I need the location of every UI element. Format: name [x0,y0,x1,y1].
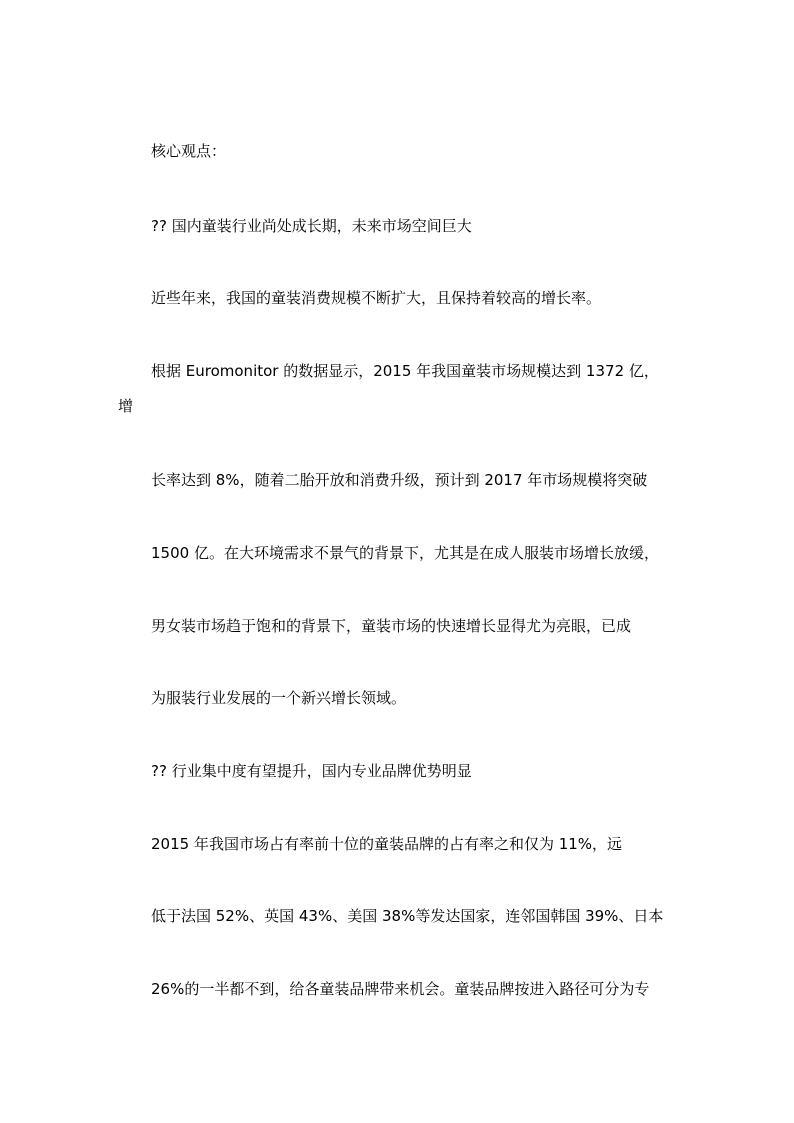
paragraph-line: 男女装市场趋于饱和的背景下，童装市场的快速增长显得尤为亮眼，已成 [151,617,632,635]
bullet-heading-concentration: ?? 行业集中度有望提升，国内专业品牌优势明显 [151,762,472,780]
paragraph-line: 低于法国 52%、英国 43%、美国 38%等发达国家，连邻国韩国 39%、日本 [151,907,664,925]
paragraph-line: 2015 年我国市场占有率前十位的童装品牌的占有率之和仅为 11%，远 [151,835,623,853]
paragraph-line: 1500 亿。在大环境需求不景气的背景下，尤其是在成人服装市场增长放缓， [151,544,659,562]
paragraph-line: 26%的一半都不到，给各童装品牌带来机会。童装品牌按进入路径可分为专 [151,980,650,998]
bullet-heading-growth-stage: ?? 国内童装行业尚处成长期，未来市场空间巨大 [151,217,472,235]
paragraph-line: 近些年来，我国的童装消费规模不断扩大，且保持着较高的增长率。 [151,289,602,307]
paragraph-line-wrapped-char: 增 [118,397,134,415]
paragraph-line: 根据 Euromonitor 的数据显示，2015 年我国童装市场规模达到 1372 亿， [151,362,659,380]
paragraph-line: 长率达到 8%，随着二胎开放和消费升级，预计到 2017 年市场规模将突破 [151,471,648,489]
heading-core-points: 核心观点： [151,142,227,160]
paragraph-line: 为服装行业发展的一个新兴增长领域。 [151,689,407,707]
